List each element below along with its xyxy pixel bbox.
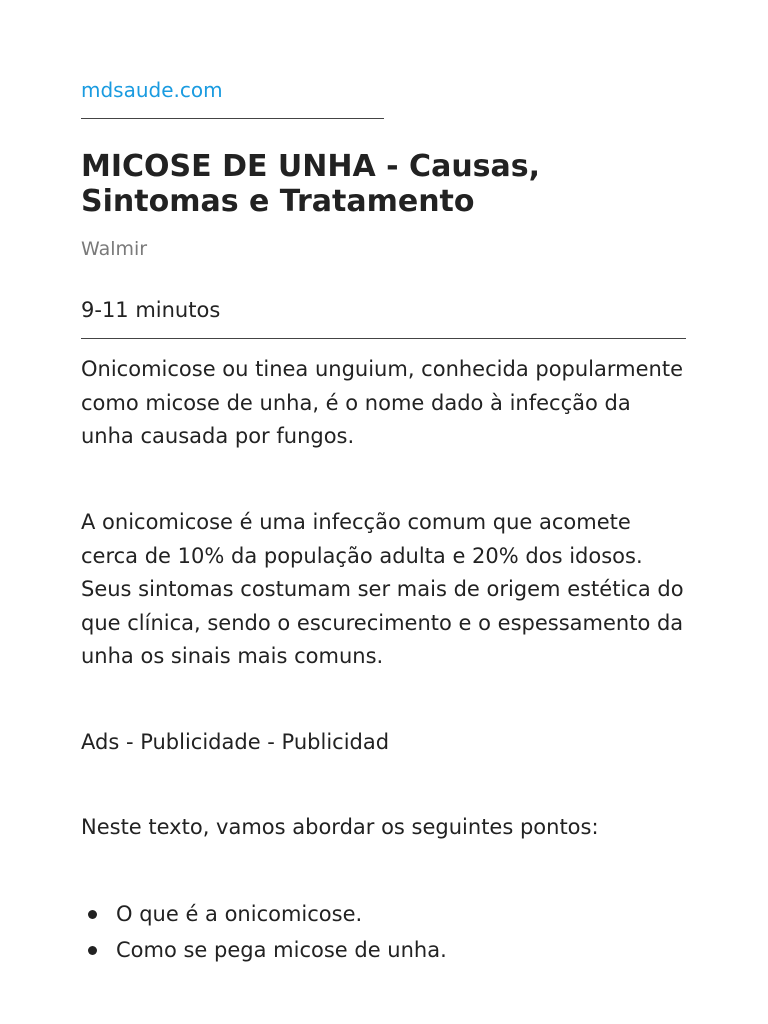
bullet-icon — [88, 910, 97, 919]
ads-label: Ads - Publicidade - Publicidad — [81, 730, 390, 754]
article-title: MICOSE DE UNHA - Causas, Sintomas e Tratamento — [81, 149, 541, 219]
site-link[interactable]: mdsaude.com — [81, 78, 223, 102]
article-author: Walmir — [81, 238, 148, 260]
reading-time: 9-11 minutos — [81, 298, 221, 322]
topics-list — [81, 897, 687, 968]
header-divider — [81, 118, 384, 119]
paragraph-symptoms: A onicomicose é uma infecção comum que acomete cerca de 10% da população adulta e 20% dos idosos. Seus sintomas costumam ser mais de origem estética do que clínica, sendo o escurecimento e o espessamento da unha os sinais mais comuns. — [81, 510, 684, 668]
list-item-text: O que é a onicomicose. — [116, 902, 363, 926]
content-divider — [81, 338, 686, 339]
paragraph-topics-intro: Neste texto, vamos abordar os seguintes pontos: — [81, 815, 599, 839]
list-item — [81, 933, 687, 969]
list-item — [81, 897, 687, 933]
bullet-icon — [88, 946, 97, 955]
list-item-text: Como se pega micose de unha. — [116, 937, 447, 962]
paragraph-intro: Onicomicose ou tinea unguium, conhecida popularmente como micose de unha, é o nome dado à infecção da unha causada por fungos. — [81, 357, 683, 448]
